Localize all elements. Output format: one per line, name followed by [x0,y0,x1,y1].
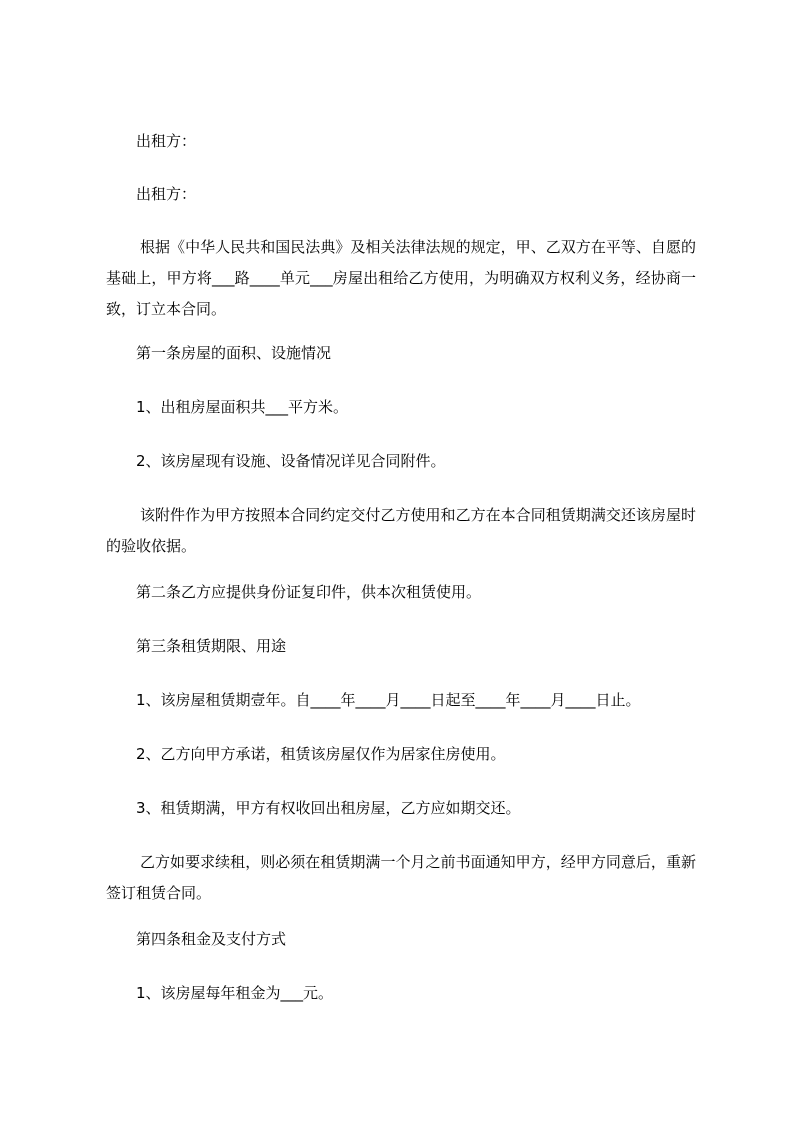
article-1-clause-1: 1、出租房屋面积共___平方米。 [136,398,349,416]
article-4-clause-1: 1、该房屋每年租金为___元。 [136,984,334,1002]
article-1-clause-2: 2、该房屋现有设施、设备情况详见合同附件。 [136,452,446,470]
lessor-line: 出租方： [136,132,197,150]
attachment-paragraph: 该附件作为甲方按照本合同约定交付乙方使用和乙方在本合同租赁期满交还该房屋时的验收依据。 [106,506,696,555]
article-3-clause-1: 1、该房屋租赁期壹年。自____年____月____日起至____年____月____日止。 [136,691,641,709]
article-4-heading: 第四条租金及支付方式 [136,930,287,948]
article-3-clause-3: 3、租赁期满，甲方有权收回出租房屋，乙方应如期交还。 [136,799,521,817]
article-2-heading: 第二条乙方应提供身份证复印件，供本次租赁使用。 [136,583,482,601]
renewal-paragraph: 乙方如要求续租，则必须在租赁期满一个月之前书面通知甲方，经甲方同意后，重新签订租赁合同。 [106,853,696,902]
article-3-heading: 第三条租赁期限、用途 [136,637,287,655]
lessor-line-2: 出租方： [136,185,197,203]
article-3-clause-2: 2、乙方向甲方承诺，租赁该房屋仅作为居家住房使用。 [136,745,506,763]
preamble-paragraph: 根据《中华人民共和国民法典》及相关法律法规的规定，甲、乙双方在平等、自愿的基础上，甲方将___路____单元___房屋出租给乙方使用，为明确双方权利义务，经协商一致，订立本合同。 [106,238,696,318]
article-1-heading: 第一条房屋的面积、设施情况 [136,344,332,362]
